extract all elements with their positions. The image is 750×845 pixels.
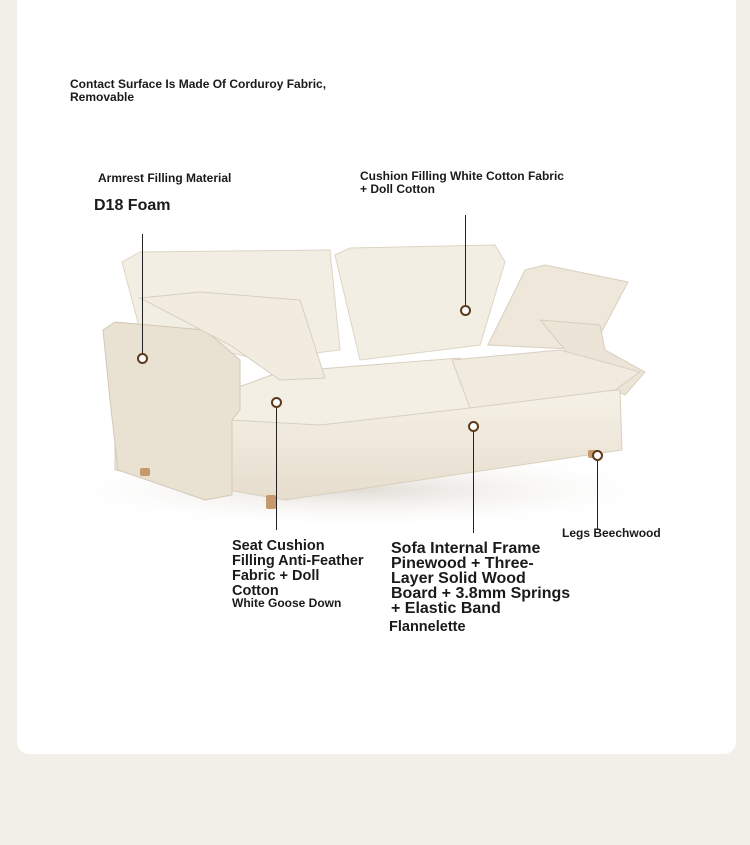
- armrest-leader-line: [142, 234, 143, 354]
- armrest-value: D18 Foam: [94, 197, 171, 214]
- seat-cushion-value: White Goose Down: [232, 596, 342, 610]
- frame-title: Sofa Internal Frame Pinewood + Three-Layer Solid Wood Board + 3.8mm Springs + Elastic Band: [391, 540, 571, 617]
- cushion-leader-line: [465, 215, 466, 305]
- seat-marker: [271, 397, 282, 408]
- cushion-filling-label: Cushion Filling White Cotton Fabric + Doll Cotton: [360, 169, 564, 196]
- legs-marker: [592, 450, 603, 461]
- seat-cushion-title: Seat Cushion Filling Anti-Feather Fabric + Doll Cotton: [232, 538, 364, 599]
- frame-value: Flannelette: [389, 619, 466, 635]
- frame-leader-line: [473, 430, 474, 533]
- legs-label: Legs Beechwood: [562, 526, 661, 540]
- legs-leader-line: [597, 460, 598, 530]
- armrest-marker: [137, 353, 148, 364]
- frame-marker: [468, 421, 479, 432]
- cushion-marker: [460, 305, 471, 316]
- contact-surface-label: Contact Surface Is Made Of Corduroy Fabric, Removable: [70, 77, 327, 104]
- armrest-title: Armrest Filling Material: [98, 171, 232, 185]
- seat-leader-line: [276, 405, 277, 530]
